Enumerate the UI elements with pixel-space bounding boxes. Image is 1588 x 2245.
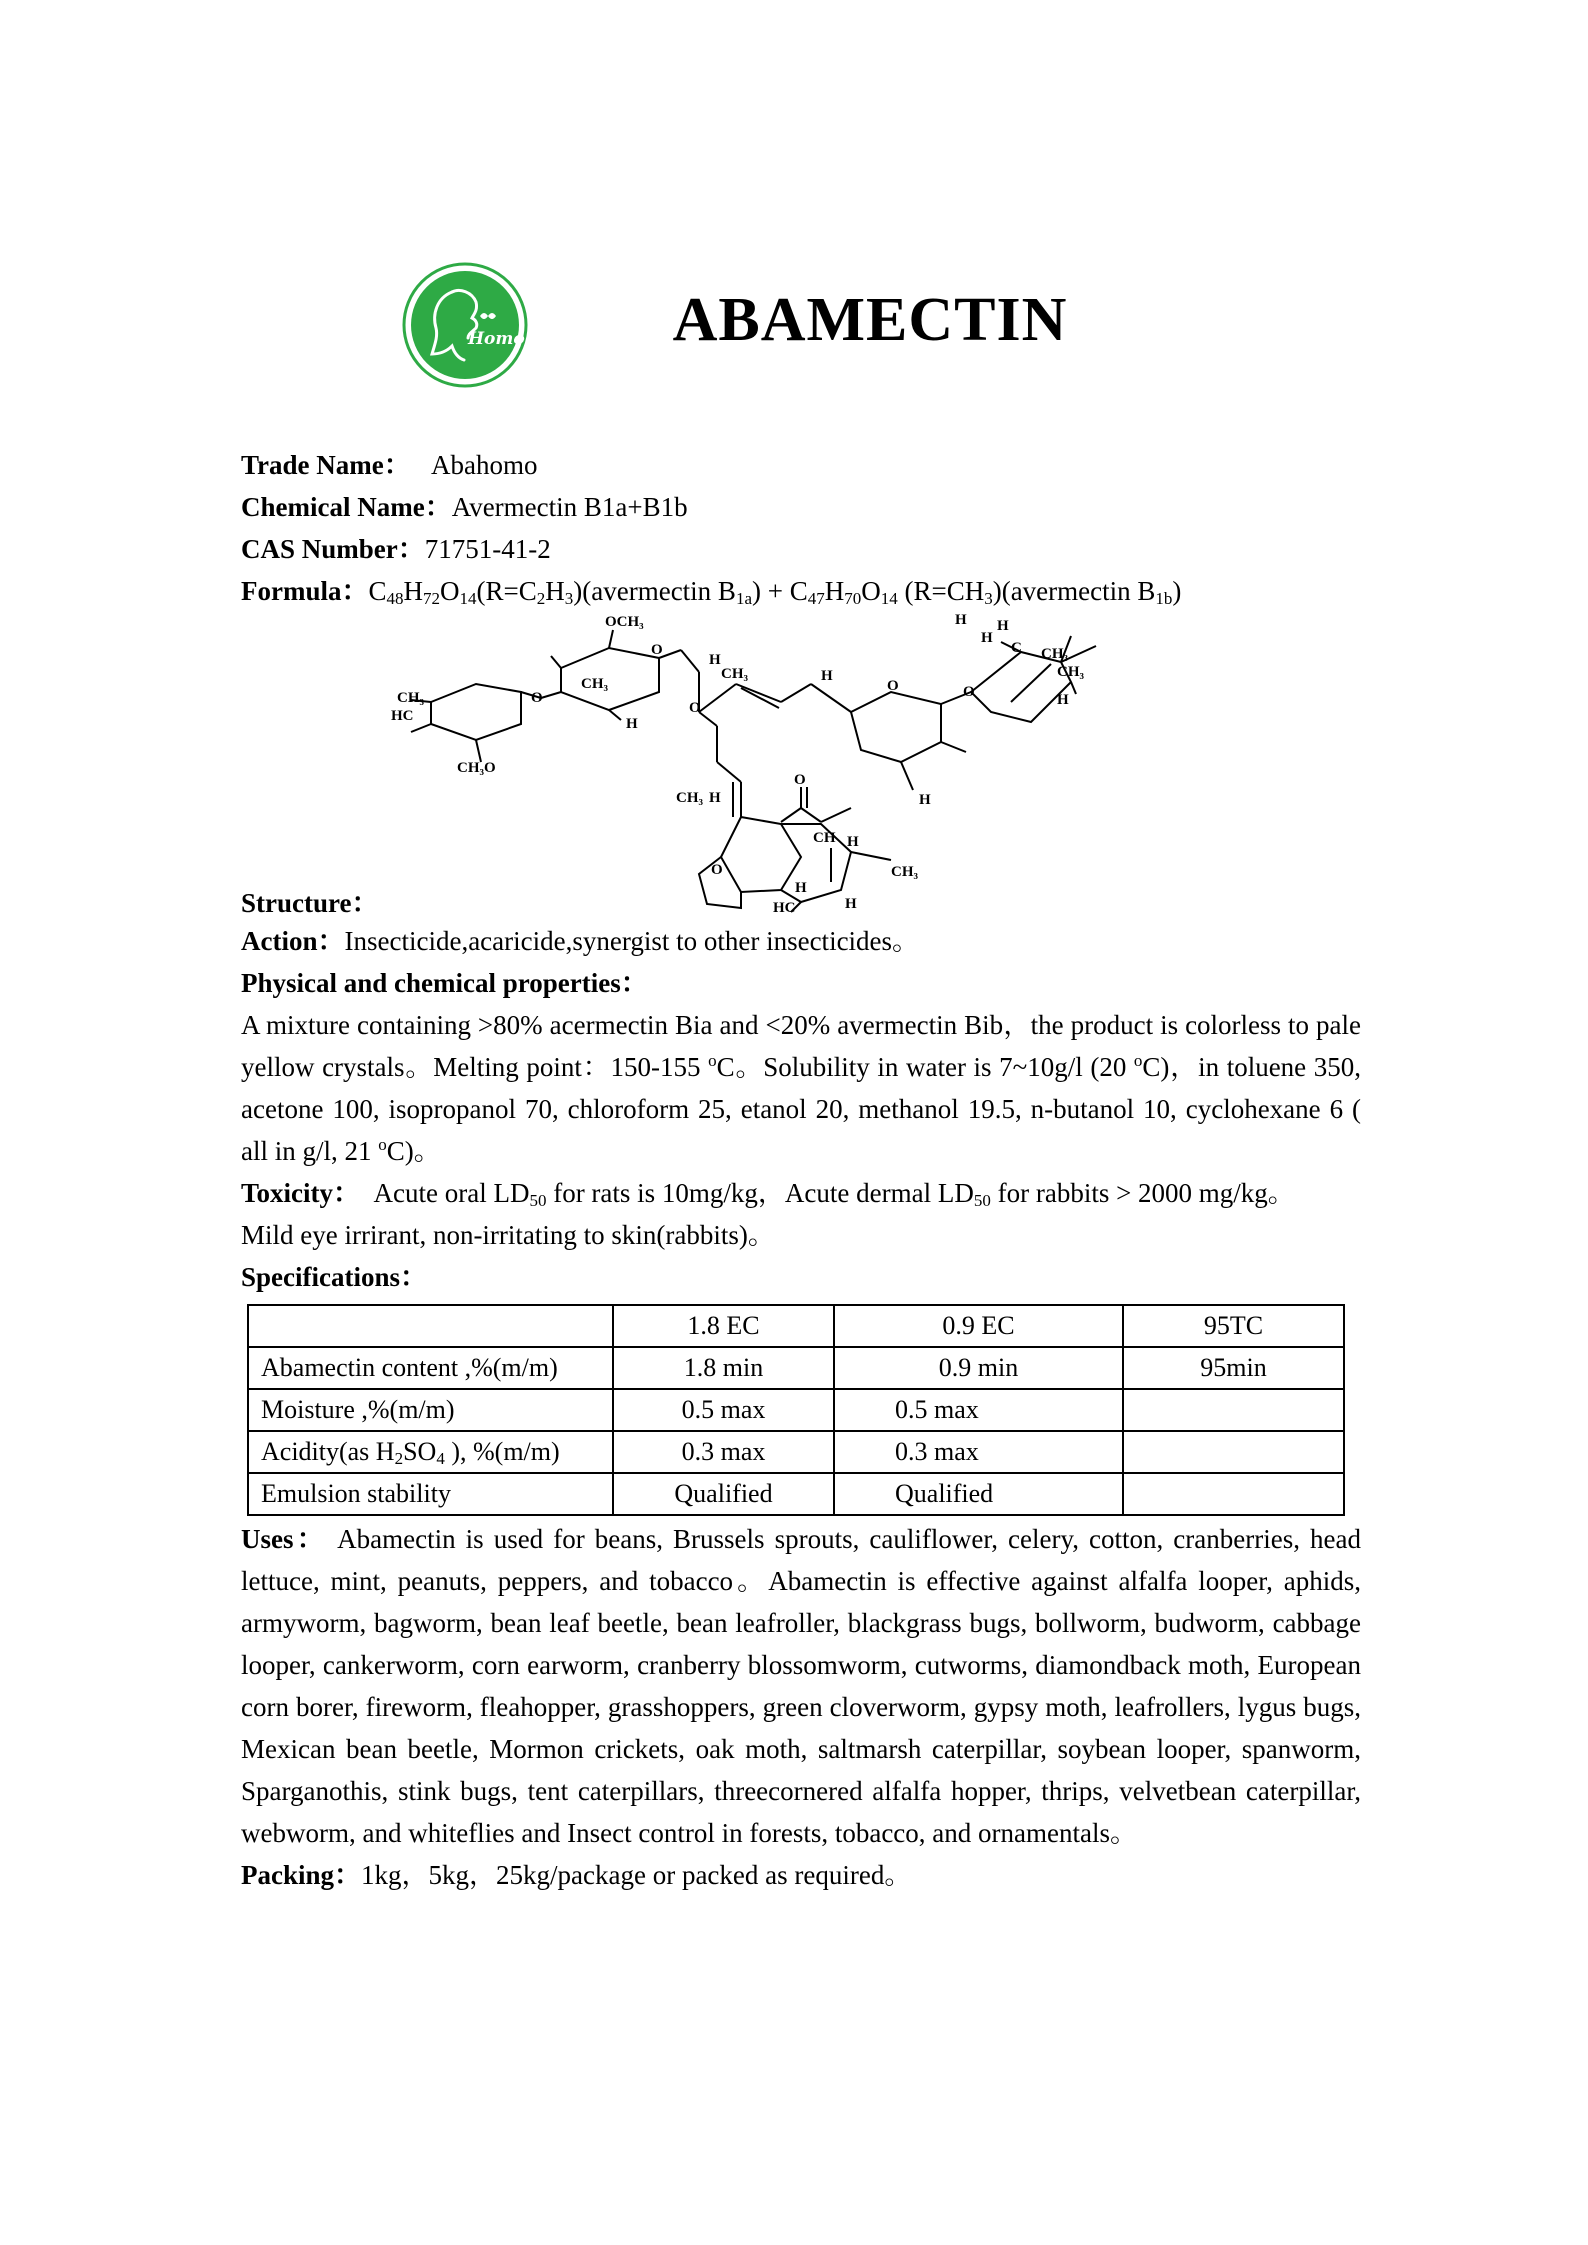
chemical-name-label: Chemical Name： (241, 492, 452, 522)
table-row: Acidity(as $H_2SO_4$ ), %(m/m) 0.3 max 0.3 max (248, 1431, 1344, 1473)
svg-text:H: H (919, 792, 931, 808)
trade-name-row (241, 444, 1361, 486)
svg-text:OCH₃: OCH₃ (605, 614, 644, 630)
formula-label: Formula： (241, 576, 369, 606)
uses-text: Abamectin is used for beans, Brussels sprouts, cauliflower, celery, cotton, cranberries, head lettuce, mint, peanuts, peppers, and tobacco。Abamectin is effective against alfalfa looper, aphids, armyworm, bagworm, bean leaf beetle, bean leafroller, blackgrass bugs, bollworm, budworm, cabbage looper, cankerworm, corn earworm, cranberry blossomworm, cutworms, diamondback moth, European corn borer, fireworm, fleahopper, grasshoppers, green cloverworm, gypsy moth, leafrollers, lygus bugs, Mexican bean beetle, Mormon crickets, oak moth, saltmarsh caterpillar, soybean looper, spanworm, Sparganothis, stink bugs, tent caterpillars, threecornered alfalfa hopper, thrips, velvetbean caterpillar, webworm, and whiteflies and Insect control in forests, tobacco, and ornamentals。 (241, 1524, 1361, 1848)
svg-text:O: O (531, 690, 543, 706)
chemical-structure-diagram (381, 612, 1211, 914)
svg-text:CH₃: CH₃ (721, 666, 748, 682)
svg-text:H: H (997, 618, 1009, 634)
toxicity-row: Toxicity： Acute oral $LD_{50}$ for rats is 10mg/kg，Acute dermal $LD_{50}$ for rabbits > 2000 mg/kg。 (241, 1178, 1295, 1210)
formula-value: $C_{48}H_{72}O_{14}(R=C_2H_3)(avermectin$ $B_{1a}) + C_{47}H_{70}O_{14}$ $(R=CH_3)(avermectin$ $B_{1b}$) (368, 576, 1182, 608)
logo-text: Homo (468, 329, 525, 349)
formula-row (241, 570, 1361, 612)
svg-text:O: O (689, 700, 701, 716)
specifications-label: Specifications： (241, 1262, 427, 1292)
trade-name-label: Trade Name： (241, 450, 411, 480)
specifications-heading (241, 1256, 1361, 1298)
svg-text:CH₃: CH₃ (1041, 646, 1068, 662)
svg-text:CH₃: CH₃ (891, 864, 918, 880)
action-value: Insecticide,acaricide,synergist to other insecticides。 (344, 926, 920, 956)
svg-text:O: O (963, 684, 975, 700)
specifications-table (247, 1304, 1345, 1516)
table-row: Moisture ,%(m/m) 0.5 max 0.5 max (248, 1389, 1344, 1431)
svg-text:H: H (709, 652, 721, 668)
svg-text:H: H (626, 716, 638, 732)
document-title: ABAMECTIN (672, 286, 1068, 354)
svg-text:C: C (1011, 640, 1022, 656)
cas-number-value: 71751-41-2 (424, 534, 551, 564)
svg-text:O: O (651, 642, 663, 658)
svg-text:CH₃: CH₃ (581, 676, 608, 692)
structure-block (241, 612, 1361, 920)
chemical-name-value: Avermectin B1a+B1b (451, 492, 688, 522)
table-row: Abamectin content ,%(m/m) 1.8 min 0.9 min 95min (248, 1347, 1344, 1389)
action-label: Action： (241, 926, 345, 956)
svg-text:O: O (794, 772, 806, 788)
svg-text:H: H (821, 668, 833, 684)
svg-text:H: H (981, 630, 993, 646)
table-header-row: 1.8 EC 0.9 EC 95TC (248, 1305, 1344, 1347)
action-row (241, 920, 1361, 962)
properties-heading (241, 962, 1361, 1004)
homo-logo (402, 262, 528, 388)
svg-text:CH: CH (813, 830, 836, 846)
document-body (241, 444, 1361, 1896)
table-row: Emulsion stability Qualified Qualified (248, 1473, 1344, 1515)
svg-text:H: H (709, 790, 721, 806)
toxicity-line2: Mild eye irrirant, non-irritating to skin(rabbits)。 (241, 1220, 775, 1250)
toxicity-label: Toxicity： (241, 1178, 361, 1208)
svg-text:H: H (955, 612, 967, 628)
properties-paragraph: A mixture containing >80% acermectin Bia and <20% avermectin Bib，the product is colorless to pale yellow crystals。Melting point：150-155 $^o$C。Solubility in water is 7~10g/l (20 $^o$C)，in toluene 350, acetone 100, isopropanol 70, chloroform 25, etanol 20, methanol 19.5, n-butanol 10, cyclohexane 6 ( all in g/l, 21 $^o$C)。 (241, 1010, 1362, 1166)
uses-paragraph (241, 1518, 1361, 1854)
structure-label: Structure： (241, 888, 379, 918)
packing-row (241, 1854, 1361, 1896)
svg-text:HC: HC (773, 900, 796, 914)
svg-text:H: H (845, 896, 857, 912)
chemical-name-row (241, 486, 1361, 528)
svg-text:CH₃O: CH₃O (457, 760, 496, 776)
cas-number-label: CAS Number： (241, 534, 425, 564)
svg-text:CH₃: CH₃ (676, 790, 703, 806)
svg-text:HC: HC (391, 708, 414, 724)
svg-text:CH₃: CH₃ (1057, 664, 1084, 680)
svg-text:O: O (711, 862, 723, 878)
cas-number-row (241, 528, 1361, 570)
svg-text:CH₃: CH₃ (397, 690, 424, 706)
packing-value: 1kg，5kg，25kg/package or packed as required。 (361, 1860, 912, 1890)
svg-text:O: O (887, 678, 899, 694)
svg-text:H: H (847, 834, 859, 850)
properties-label: Physical and chemical properties： (241, 968, 648, 998)
svg-text:H: H (795, 880, 807, 896)
uses-label: Uses： (241, 1524, 328, 1554)
packing-label: Packing： (241, 1860, 362, 1890)
trade-name-value: Abahomo (430, 450, 538, 480)
svg-text:H: H (1057, 692, 1069, 708)
